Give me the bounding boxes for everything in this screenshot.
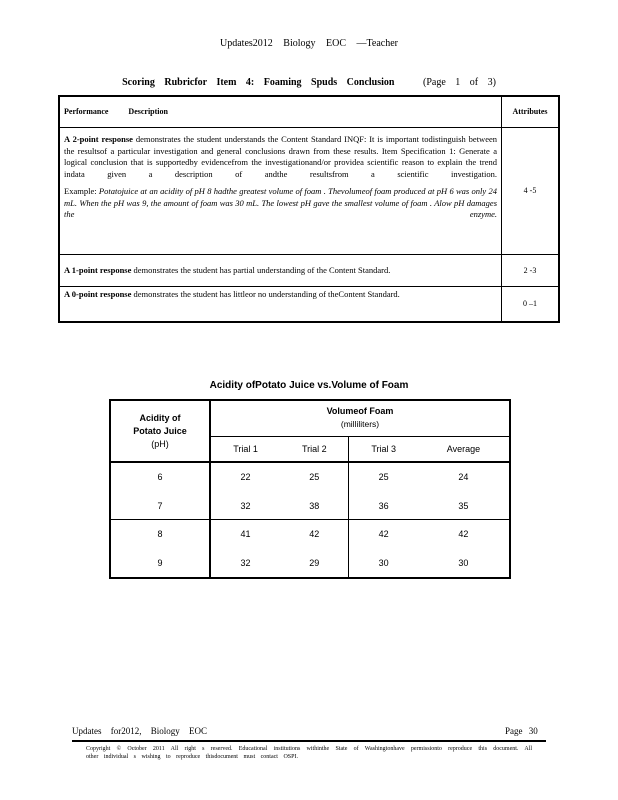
score-label: A 0-point response	[64, 289, 132, 299]
trial-1-cell: 32	[240, 500, 251, 511]
trial-2-cell: 38	[309, 500, 320, 511]
table-row	[110, 520, 510, 548]
volume-group-header	[210, 400, 510, 436]
score-label: A 1-point response	[64, 264, 132, 275]
trial-3-cell: 36	[349, 492, 418, 520]
attributes-1-point: 2 -3	[502, 255, 560, 287]
page-number: Page 30	[505, 726, 538, 736]
table-row	[110, 462, 510, 492]
average-cell: 24	[458, 472, 469, 483]
rubric-header-row	[59, 96, 559, 128]
trial-3-cell: 25	[349, 462, 418, 492]
rubric-row-1-point	[59, 255, 559, 287]
average-cell: 30	[458, 557, 469, 568]
rubric-row-0-point	[59, 287, 559, 323]
trial-1-cell: 41	[240, 529, 251, 540]
score-label: A 2-point response	[64, 134, 133, 144]
foam-table-title: Acidity ofPotato Juice vs.Volume of Foam	[209, 380, 409, 391]
rubric-description-2-point	[59, 128, 502, 255]
attributes-0-point: 0 –1	[502, 287, 560, 323]
volume-header-unit: (milliliters)	[340, 419, 380, 430]
rubric-row-2-point	[59, 128, 559, 255]
trial-3-cell: 30	[349, 548, 418, 578]
performance-description-header: Performance Description	[59, 96, 502, 128]
ph-cell: 6	[110, 462, 210, 492]
foam-volume-table	[109, 399, 511, 579]
trial-2-cell: 25	[309, 472, 320, 483]
table-row	[110, 492, 510, 520]
trial-1-cell: 22	[240, 472, 251, 483]
table-row	[110, 548, 510, 578]
footer-divider	[72, 740, 546, 742]
acidity-header-unit: (pH)	[151, 438, 169, 449]
ph-cell: 9	[110, 548, 210, 578]
score-description: demonstrates the student has littleor no understanding of theContent Standard.	[133, 289, 400, 299]
trial-3-cell: 42	[349, 520, 418, 548]
score-description: demonstrates the student has partial understanding of the Content Standard.	[133, 264, 391, 275]
score-description: demonstrates the student understands the Content Standard INQF: It is important todistinguish between the resultsof a particular investigation and general conclusions drawn from these results. Item Specification 1: Generate a logical conclusion that is supportedby evidencefrom the investigationand/or providea scientific reason to explain the trend indata given a description of andthe resultsfrom a scientific investigation.	[64, 134, 497, 179]
attributes-2-point: 4 -5	[502, 128, 560, 255]
trial-1-cell: 32	[240, 557, 251, 568]
acidity-header-line1: Acidity of	[139, 412, 181, 423]
acidity-column-header	[110, 400, 210, 462]
copyright-notice: Copyright © October 2011 All right s reserved. Educational institutions withinthe State of Washingtonhave permissionto reproduce this document. All other individual s wishing to reproduce thisdocument must contact OSPI.	[86, 746, 532, 760]
foam-header-row	[110, 400, 510, 436]
scoring-rubric-table	[58, 95, 560, 323]
average-cell: 42	[458, 529, 469, 540]
acidity-header-line2: Potato Juice	[133, 425, 187, 436]
rubric-title	[0, 77, 618, 88]
example-label: Example:	[64, 186, 97, 196]
trial-1-header: Trial 1	[210, 436, 280, 462]
volume-header-title: Volumeof Foam	[326, 406, 394, 417]
rubric-description-0-point	[59, 287, 502, 323]
average-cell: 35	[458, 500, 469, 511]
footer-left-text: Updates for2012, Biology EOC	[72, 726, 207, 736]
rubric-title-page: (Page 1 of 3)	[422, 77, 496, 88]
ph-cell: 8	[110, 520, 210, 548]
attributes-header: Attributes	[502, 96, 560, 128]
trial-2-cell: 29	[309, 557, 320, 568]
example-text: Potatojuice at an acidity of pH 8 hadthe greatest volume of foam . Thevolumeof foam produced at pH 6 was only 24 mL. When the pH was 9, the amount of foam was 30 mL. The lowest pH gave the smallest volume of foam . Alow pH damages the enzyme.	[64, 186, 498, 219]
trial-2-cell: 42	[309, 529, 320, 540]
document-header: Updates2012 Biology EOC —Teacher	[220, 38, 398, 49]
trial-3-header: Trial 3	[349, 436, 418, 462]
trial-2-header: Trial 2	[280, 436, 349, 462]
rubric-title-main: Scoring Rubricfor Item 4: Foaming Spuds Conclusion	[122, 77, 395, 88]
ph-cell: 7	[110, 492, 210, 520]
average-header: Average	[418, 436, 510, 462]
rubric-description-1-point	[59, 255, 502, 287]
